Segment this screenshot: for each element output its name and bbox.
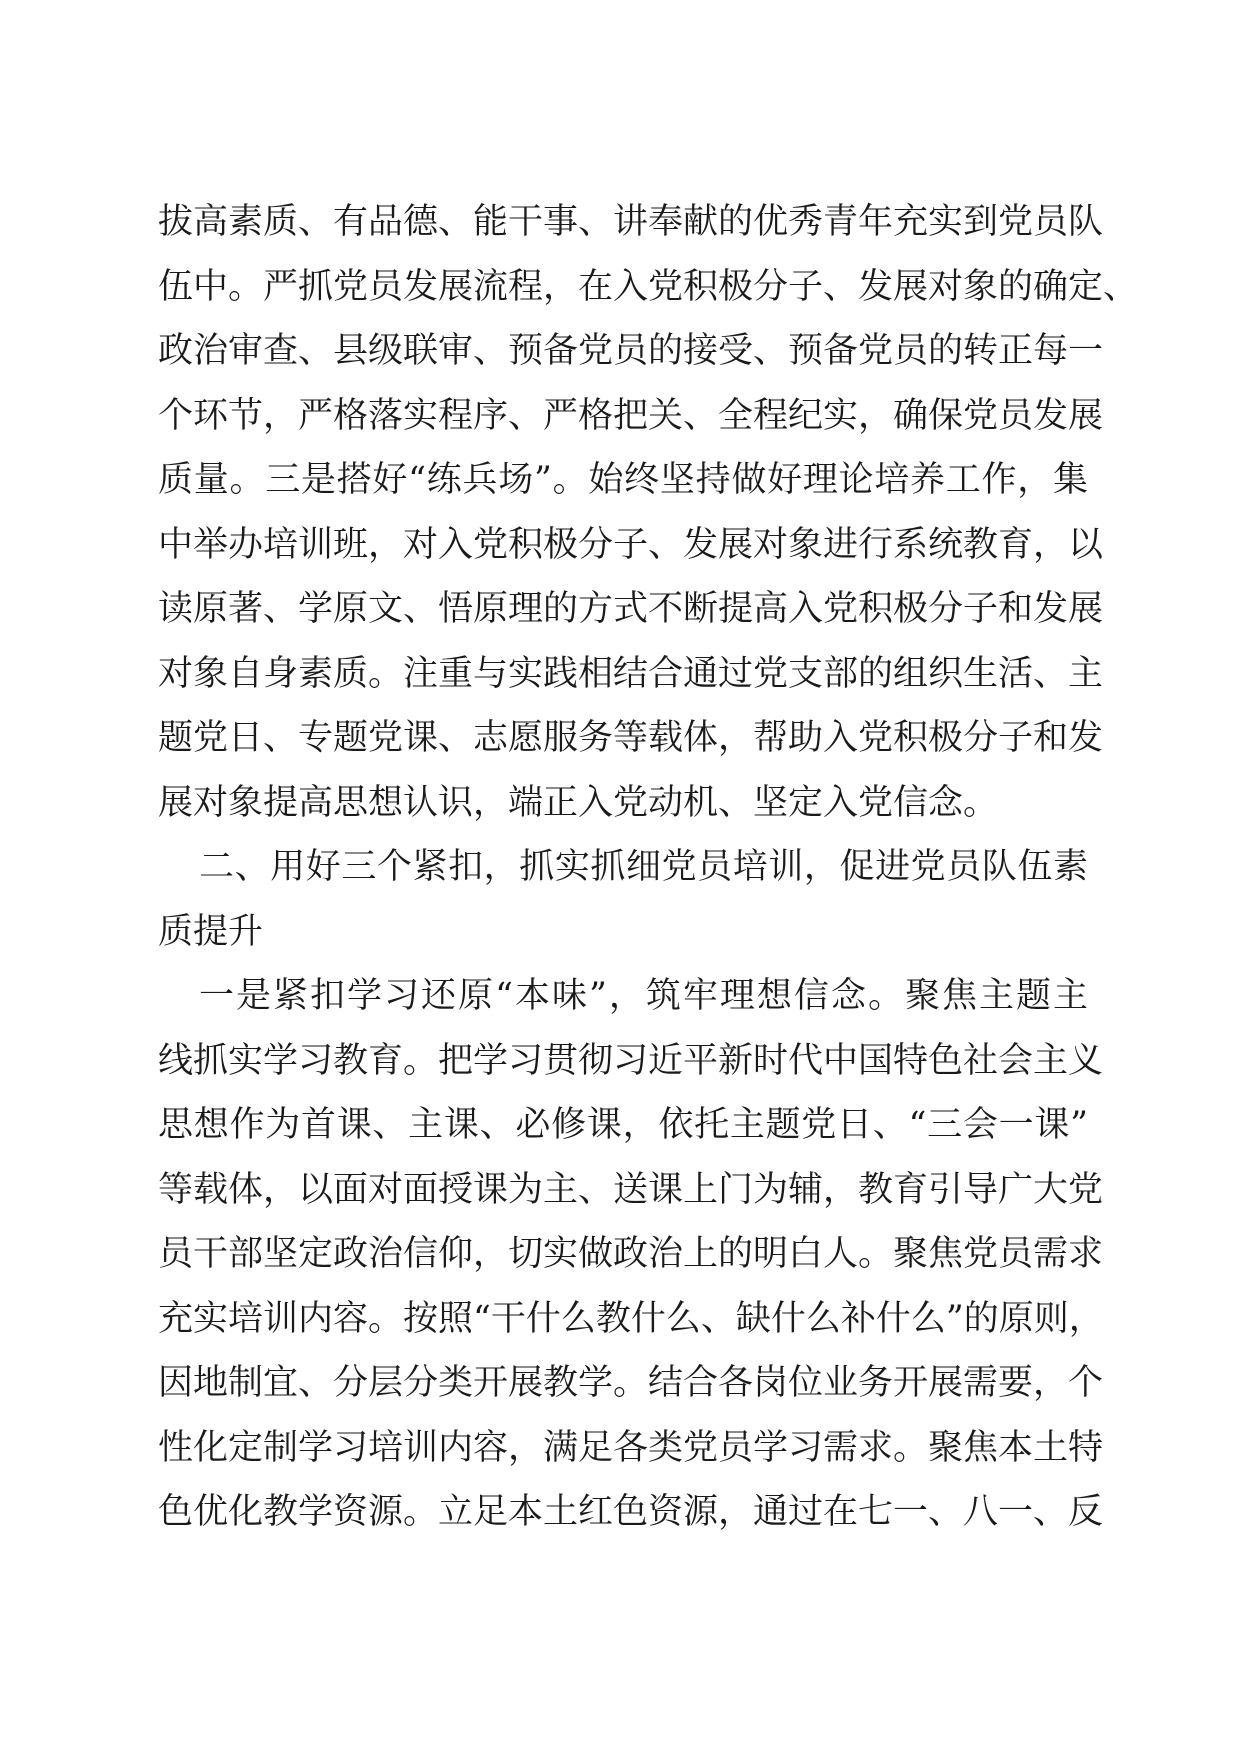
text-line: 员干部坚定政治信仰，切实做政治上的明白人。聚焦党员需求 <box>158 1234 1104 1274</box>
text-line: 等载体，以面对面授课为主、送课上门为辅，教育引导广大党 <box>158 1169 1104 1210</box>
text-line: 质量。三是搭好“练兵场”。始终坚持做好理论培养工作，集 <box>158 460 1088 500</box>
text-line: 对象自身素质。注重与实践相结合通过党支部的组织生活、主 <box>158 653 1104 694</box>
text-line: 中举办培训班，对入党积极分子、发展对象进行系统教育，以 <box>158 524 1104 565</box>
text-line: 一是紧扣学习还原“本味”，筑牢理想信念。聚焦主题主 <box>199 976 1088 1016</box>
body-text <box>158 190 1139 1545</box>
text-line: 线抓实学习教育。把学习贯彻习近平新时代中国特色社会主义 <box>158 1040 1104 1081</box>
text-line: 充实培训内容。按照“干什么教什么、缺什么补什么”的原则， <box>158 1298 1104 1339</box>
text-line: 因地制宜、分层分类开展教学。结合各岗位业务开展需要，个 <box>158 1363 1104 1403</box>
text-line: 个环节，严格落实程序、严格把关、全程纪实，确保党员发展 <box>158 395 1104 436</box>
text-line: 政治审查、县级联审、预备党员的接受、预备党员的转正每一 <box>158 331 1104 371</box>
text-line: 伍中。严抓党员发展流程，在入党积极分子、发展对象的确定、 <box>158 266 1139 307</box>
text-line: 色优化教学资源。立足本土红色资源，通过在七一、八一、反 <box>158 1492 1104 1532</box>
text-line: 题党日、专题党课、志愿服务等载体，帮助入党积极分子和发 <box>158 718 1104 758</box>
text-line: 读原著、学原文、悟原理的方式不断提高入党积极分子和发展 <box>158 589 1104 629</box>
section-heading-line: 二、用好三个紧扣，抓实抓细党员培训，促进党员队伍素 <box>199 847 1088 887</box>
text-line: 拔高素质、有品德、能干事、讲奉献的优秀青年充实到党员队 <box>158 202 1104 242</box>
section-heading-line: 质提升 <box>158 911 264 952</box>
text-line: 性化定制学习培训内容，满足各类党员学习需求。聚焦本土特 <box>158 1427 1104 1468</box>
text-line: 思想作为首课、主课、必修课，依托主题党日、“三会一课” <box>158 1105 1088 1145</box>
text-line: 展对象提高思想认识，端正入党动机、坚定入党信念。 <box>158 782 999 823</box>
